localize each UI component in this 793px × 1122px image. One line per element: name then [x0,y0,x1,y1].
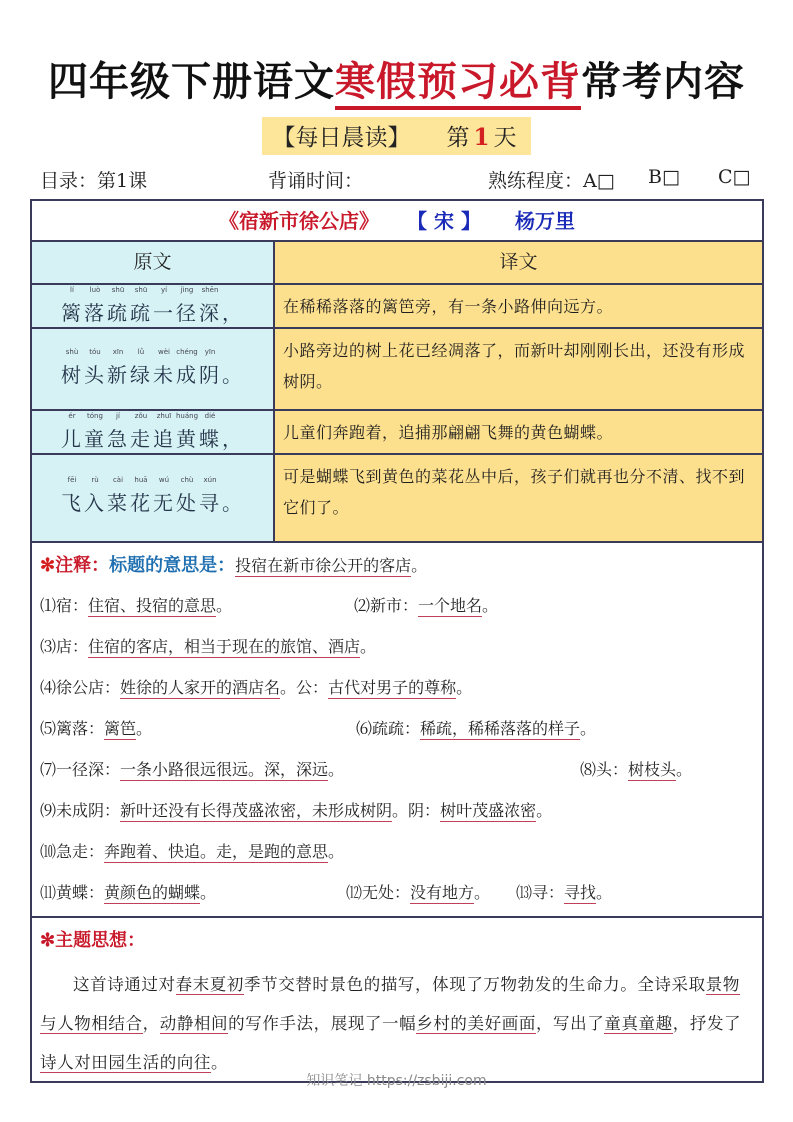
verse-line [32,412,273,452]
table-row [32,411,762,455]
translation-cell [275,329,762,409]
verse-char: 阴 [199,363,221,387]
period: 。 [200,883,217,902]
pinyin: jí [116,412,120,420]
verse-char: 深 [199,301,221,325]
note-definition: 稀疏，稀稀落落的样子 [420,719,581,738]
note-term: ⑹疏疏： [356,719,421,738]
daily-reading-label [262,117,530,155]
verse-char-with-pinyin [153,286,176,326]
period: 。 [392,801,409,820]
verse-char: 新 [107,363,129,387]
verse-char-with-pinyin [199,412,222,452]
note-definition: 一个地名 [418,596,483,615]
title-prefix: 四年级下册语文 [48,58,335,105]
pinyin: shù [65,348,79,356]
verse-char-with-pinyin [84,412,107,452]
verse-char: 头 [84,363,106,387]
proficiency-a-checkbox[interactable]: 熟练程度：A□ [488,170,615,192]
note-term: ⑾黄蝶： [40,883,105,902]
verse-char: 花 [130,491,152,515]
pinyin: yí [160,286,168,294]
note-term: ⑷徐公店： [40,678,121,697]
verse-char: 飞 [61,491,83,515]
title-suffix: 常考内容 [581,58,745,105]
verse-char: 一 [153,301,175,325]
verse-char-with-pinyin [175,412,199,452]
verse-char: 入 [84,491,106,515]
page-title [0,50,793,107]
notes-label: 注释： [55,555,110,576]
pinyin: tóng [87,412,103,420]
note-line-10 [40,839,344,862]
pinyin: shū [111,286,125,294]
verse-char: 走 [130,427,152,451]
pinyin: tóu [89,348,101,356]
theme-keyphrase: 童真童趣 [604,1014,673,1033]
note-line-5-6 [40,716,740,739]
proficiency-c-checkbox[interactable]: C□ [718,166,751,188]
theme-body [40,965,754,1082]
poem-dynasty: 【 宋 】 [417,209,481,233]
verse-char: 儿 [61,427,83,451]
verse-char-with-pinyin [61,286,84,326]
verse-char-with-pinyin [107,476,130,516]
table-row [32,285,762,329]
note-definition: 树叶茂盛浓密 [440,801,537,820]
pinyin: ér [68,412,76,420]
verse-char: 追 [153,427,175,451]
pinyin: huā [134,476,148,484]
verse-char: 径 [176,301,198,325]
note-term: 公： [296,678,329,697]
period: 。 [580,719,597,738]
theme-heading: ✻主题思想： [40,930,146,951]
translation-cell [275,411,762,453]
theme-text: 季节交替时景色的描写，体现了万物勃发的生命力。全诗采取 [244,975,706,994]
verse-char: 菜 [107,491,129,515]
verse-char-with-pinyin [222,487,245,516]
theme-keyphrase: 春末夏初 [175,975,245,994]
table-row [32,455,762,541]
note-term: ⑼未成阴： [40,801,121,820]
verse-char-with-pinyin [84,476,107,516]
period: 。 [328,842,345,861]
verse-line [32,476,273,516]
pinyin: wú [158,476,170,484]
notes-section [32,541,762,916]
pinyin: chéng [176,348,198,356]
pinyin: cài [112,476,124,484]
note-definition: 没有地方 [410,883,475,902]
pinyin: jìng [180,286,194,294]
note-definition: 住宿、投宿的意思 [88,596,217,615]
verse-line [32,348,273,388]
verse-char-with-pinyin [176,476,199,516]
content-sheet [30,199,764,1083]
theme-text: ，写出了 [535,1014,605,1033]
day-suffix: 天 [493,125,517,151]
poem-title: 《宿新市徐公店》 [219,209,380,233]
note-definition: 一条小路很远很远。深，深远 [120,760,329,779]
verse-char-with-pinyin [153,412,176,452]
column-header-original: 原文 [32,242,275,283]
note-term: ⑸篱落： [40,719,105,738]
translation-text: 小路旁边的树上花已经凋落了，而新叶却刚刚长出，还没有形成树阴。 [283,341,746,391]
translation-cell [275,285,762,327]
verse-char-with-pinyin [176,286,199,326]
translation-text: 儿童们奔跑着，追捕那翩翩飞舞的黄色蝴蝶。 [283,423,614,442]
poem-header [32,201,762,242]
pinyin: zǒu [134,412,148,420]
verse-char-with-pinyin [199,286,222,326]
pinyin: fēi [67,476,77,484]
note-term: 阴： [408,801,441,820]
subtitle-label: 【每日晨读】 [272,125,411,151]
period: 。 [280,678,297,697]
note-definition: 古代对男子的尊称 [328,678,457,697]
notes-heading [40,551,427,577]
catalog-label: 目录：第1课 [40,170,148,192]
theme-text: ， [142,1014,160,1033]
pinyin: luò [89,286,101,294]
note-term: ⒀寻： [516,883,565,902]
verse-char: 落 [84,301,106,325]
verse-char-with-pinyin [84,348,107,388]
verse-char-with-pinyin [130,476,153,516]
pinyin: xīn [112,348,124,356]
verse-char: 寻 [199,491,221,515]
theme-text: ，抒发了 [672,1014,742,1033]
note-term: ⑶店： [40,637,89,656]
period: 。 [474,883,491,902]
verse-char-with-pinyin [176,348,199,388]
day-number: 1 [473,124,490,151]
verse-char: ， [222,301,244,325]
note-line-4 [40,675,472,698]
verse-char-with-pinyin [130,412,153,452]
verse-char-with-pinyin [61,476,84,516]
period: 。 [482,596,499,615]
pinyin: shū [134,286,148,294]
verse-char-with-pinyin [130,286,153,326]
verse-char-with-pinyin [222,423,245,452]
title-meaning-label: 标题的意思是： [109,555,236,576]
subtitle-banner [0,117,793,155]
theme-text: 这首诗通过对 [73,975,176,994]
pinyin: rù [91,476,99,484]
verse-char-with-pinyin [153,476,176,516]
table-row [32,329,762,411]
note-term: ⑴宿： [40,596,89,615]
note-line-7-8 [40,757,750,780]
verse-char: 树 [61,363,83,387]
translation-text: 在稀稀落落的篱笆旁，有一条小路伸向远方。 [283,297,614,316]
period: 。 [136,719,153,738]
verse-char: 处 [176,491,198,515]
watermark: 知识笔记 https://zsbiji.com [306,1073,487,1089]
period: 。 [411,556,428,575]
verse-char: 疏 [107,301,129,325]
period: 。 [596,883,613,902]
note-term: ⑽急走： [40,842,105,861]
verse-char: 无 [153,491,175,515]
theme-section [32,916,762,1096]
proficiency-b-checkbox[interactable]: B□ [648,166,680,188]
meta-row [40,166,760,192]
pinyin: shēn [201,286,219,294]
note-line-9 [40,798,552,821]
verse-char: 未 [153,363,175,387]
poem-table [32,242,762,541]
verse-char: 黄 [176,427,198,451]
pinyin: wèi [158,348,170,356]
note-definition: 篱笆 [104,719,137,738]
star-icon: ✻ [40,555,56,576]
theme-keyphrase: 诗人对田园生活的向往 [40,1053,211,1072]
note-term: ⑺一径深： [40,760,121,779]
verse-char-with-pinyin [107,412,130,452]
pinyin: lǜ [137,348,145,356]
verse-char-with-pinyin [199,476,222,516]
period: 。 [328,760,345,779]
period: 。 [456,678,473,697]
period: 。 [676,760,693,779]
title-meaning: 投宿在新市徐公开的客店 [235,556,412,575]
verse-char-with-pinyin [222,359,245,388]
note-definition: 住宿的客店，相当于现在的旅馆、酒店 [88,637,361,656]
note-definition: 树枝头 [628,760,677,779]
verse-char: 。 [222,363,244,387]
pinyin: huáng [175,412,199,420]
note-definition: 姓徐的人家开的酒店名 [120,678,281,697]
verse-char: 。 [222,491,244,515]
verse-char-with-pinyin [199,348,222,388]
note-line-3 [40,634,376,657]
verse-char-with-pinyin [130,348,153,388]
theme-text: 。 [211,1053,229,1072]
verse-char: 成 [176,363,198,387]
note-line-1-2 [40,593,740,616]
translation-text: 可是蝴蝶飞到黄色的菜花丛中后，孩子们就再也分不清、找不到它们了。 [283,467,746,517]
pinyin: zhuī [156,412,172,420]
theme-text: 的写作手法，展现了一幅 [228,1014,417,1033]
note-definition: 新叶还没有长得茂盛浓密，未形成树阴 [120,801,393,820]
poem-author: 杨万里 [514,209,575,233]
original-cell [32,455,275,541]
verse-char-with-pinyin [107,286,130,326]
verse-char-with-pinyin [84,286,107,326]
theme-keyphrase: 动静相间 [159,1014,229,1033]
verse-char: 急 [107,427,129,451]
translation-cell [275,455,762,541]
pinyin: chù [180,476,194,484]
period: 。 [536,801,553,820]
verse-char-with-pinyin [107,348,130,388]
original-cell [32,329,275,409]
verse-char: 童 [84,427,106,451]
theme-keyphrase: 乡村的美好画面 [416,1014,536,1033]
verse-char: 篱 [61,301,83,325]
pinyin: xún [203,476,217,484]
verse-char-with-pinyin [153,348,176,388]
note-definition: 黄颜色的蝴蝶 [104,883,201,902]
original-cell [32,411,275,453]
note-term: ⑻头： [580,760,629,779]
table-header-row [32,242,762,285]
period: 。 [216,596,233,615]
day-prefix: 第 [446,125,470,151]
period: 。 [360,637,377,656]
note-definition: 寻找 [564,883,597,902]
theme-keyphrase: 景物与人物相结合 [40,975,740,1033]
verse-char: 疏 [130,301,152,325]
verse-char-with-pinyin [61,412,84,452]
note-term: ⑿无处： [346,883,411,902]
note-definition: 奔跑着、快追。走，是跑的意思 [104,842,329,861]
verse-line [32,286,273,326]
verse-char: ， [222,427,244,451]
note-term: ⑵新市： [354,596,419,615]
title-highlight: 寒假预习必背 [335,58,581,110]
verse-char-with-pinyin [61,348,84,388]
pinyin: lí [70,286,74,294]
verse-char-with-pinyin [222,297,245,326]
verse-char: 绿 [130,363,152,387]
column-header-translation: 译文 [275,242,762,283]
pinyin: dié [204,412,216,420]
recite-time-label: 背诵时间： [268,170,364,192]
pinyin: yīn [204,348,216,356]
note-line-11-13 [40,880,750,903]
original-cell [32,285,275,327]
verse-char: 蝶 [199,427,221,451]
